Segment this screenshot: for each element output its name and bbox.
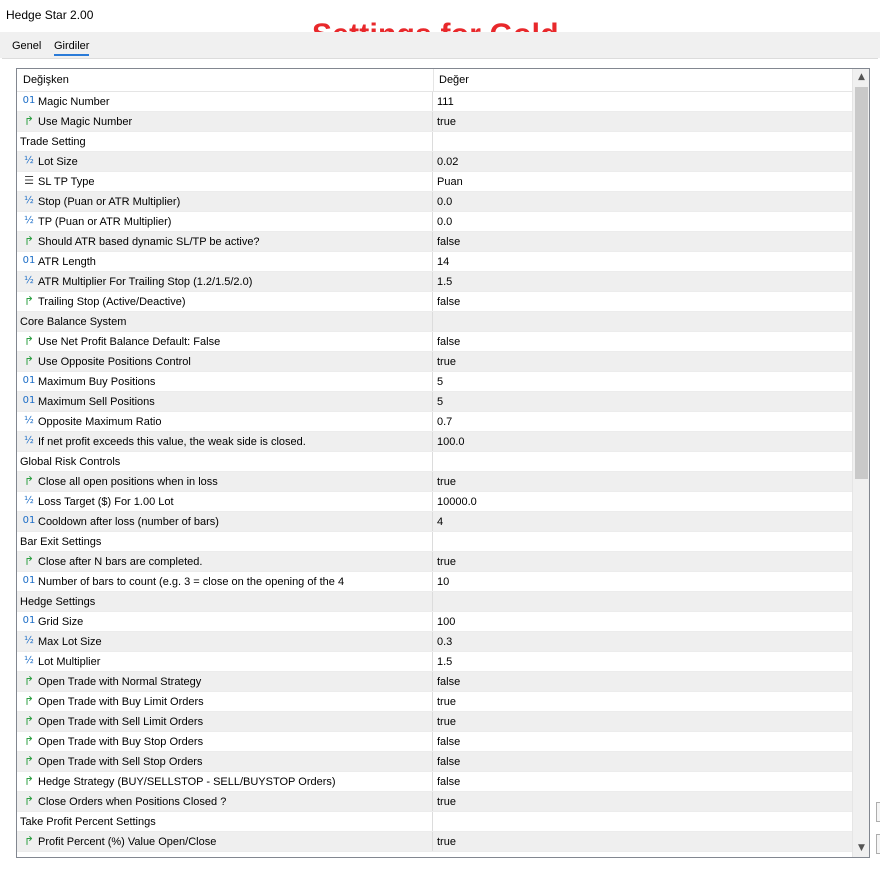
parameter-name: Should ATR based dynamic SL/TP be active? — [38, 236, 260, 248]
name-cell[interactable] — [17, 352, 433, 371]
scroll-up-icon[interactable]: ▲ — [858, 72, 865, 82]
parameter-value[interactable]: false — [437, 336, 461, 348]
parameter-value[interactable]: true — [437, 696, 456, 708]
name-cell[interactable] — [17, 392, 433, 411]
section-row[interactable] — [17, 452, 852, 472]
name-cell[interactable] — [17, 152, 433, 171]
parameter-name: Number of bars to count (e.g. 3 = close on the opening of the 4 — [38, 576, 345, 588]
name-cell[interactable] — [17, 332, 433, 351]
parameter-name: Hedge Strategy (BUY/SELLSTOP - SELL/BUYSTOP Orders) — [38, 776, 336, 788]
parameter-name: Profit Percent (%) Value Open/Close — [38, 836, 217, 848]
parameter-row[interactable] — [17, 232, 852, 252]
parameter-row[interactable] — [17, 572, 852, 592]
name-cell[interactable] — [17, 492, 433, 511]
tab-girdiler[interactable]: Girdiler — [54, 40, 89, 56]
parameter-value[interactable]: true — [437, 836, 456, 848]
grid-header — [17, 69, 852, 92]
parameter-row[interactable] — [17, 472, 852, 492]
bool-icon: ↱ — [23, 734, 35, 748]
parameter-value[interactable]: 10 — [437, 576, 450, 588]
parameter-name: Open Trade with Normal Strategy — [38, 676, 202, 688]
scrollbar-thumb[interactable] — [855, 87, 868, 479]
app-title: Hedge Star 2.00 — [6, 8, 94, 22]
name-cell[interactable] — [17, 272, 433, 291]
double-icon: ½ — [24, 215, 34, 226]
parameter-value[interactable]: 0.02 — [437, 156, 459, 168]
name-cell[interactable] — [17, 812, 433, 831]
double-icon: ½ — [24, 155, 34, 166]
parameter-row[interactable] — [17, 172, 852, 192]
name-cell[interactable] — [17, 132, 433, 151]
name-cell[interactable] — [17, 652, 433, 671]
parameter-name: If net profit exceeds this value, the weak side is closed. — [38, 436, 306, 448]
enum-icon: ☰ — [24, 174, 34, 187]
section-label: Global Risk Controls — [20, 456, 121, 468]
section-label: Core Balance System — [20, 316, 127, 328]
parameter-row[interactable] — [17, 412, 852, 432]
bool-icon: ↱ — [23, 554, 35, 568]
parameter-row[interactable] — [17, 732, 852, 752]
section-row[interactable] — [17, 592, 852, 612]
parameter-value[interactable]: true — [437, 556, 456, 568]
parameter-row[interactable] — [17, 492, 852, 512]
parameter-name: Close after N bars are completed. — [38, 556, 203, 568]
section-row[interactable] — [17, 812, 852, 832]
bool-icon: ↱ — [23, 334, 35, 348]
parameter-name: Use Net Profit Balance Default: False — [38, 336, 221, 348]
parameter-value[interactable]: 5 — [437, 376, 444, 388]
parameter-name: ATR Multiplier For Trailing Stop (1.2/1.5/2.0) — [38, 276, 253, 288]
parameter-row[interactable] — [17, 352, 852, 372]
double-icon: ½ — [24, 415, 34, 426]
bool-icon: ↱ — [23, 114, 35, 128]
name-cell[interactable] — [17, 632, 433, 651]
name-cell[interactable] — [17, 212, 433, 231]
parameter-row[interactable] — [17, 112, 852, 132]
bool-icon: ↱ — [23, 474, 35, 488]
name-cell[interactable] — [17, 92, 433, 111]
parameter-row[interactable] — [17, 632, 852, 652]
parameter-name: Open Trade with Sell Stop Orders — [38, 756, 203, 768]
bool-icon: ↱ — [23, 834, 35, 848]
name-cell[interactable] — [17, 112, 433, 131]
bool-icon: ↱ — [23, 294, 35, 308]
grid-rows — [17, 92, 852, 852]
parameter-row[interactable] — [17, 552, 852, 572]
parameter-row[interactable] — [17, 712, 852, 732]
section-label: Trade Setting — [20, 136, 86, 148]
name-cell[interactable] — [17, 432, 433, 451]
name-cell[interactable] — [17, 592, 433, 611]
parameter-name: TP (Puan or ATR Multiplier) — [38, 216, 172, 228]
double-icon: ½ — [24, 495, 34, 506]
name-cell[interactable] — [17, 372, 433, 391]
bool-icon: ↱ — [23, 714, 35, 728]
double-icon: ½ — [24, 635, 34, 646]
parameter-value[interactable]: 14 — [437, 256, 450, 268]
tab-bar — [0, 32, 880, 58]
parameter-name: Open Trade with Buy Limit Orders — [38, 696, 204, 708]
parameter-value[interactable]: 1.5 — [437, 656, 453, 668]
int-icon: 01 — [22, 515, 36, 526]
int-icon: 01 — [22, 375, 36, 386]
parameter-value[interactable]: 0.3 — [437, 636, 453, 648]
title-bar — [0, 0, 880, 32]
parameter-row[interactable] — [17, 392, 852, 412]
parameter-row[interactable] — [17, 692, 852, 712]
parameter-name: Close Orders when Positions Closed ? — [38, 796, 227, 808]
parameter-row[interactable] — [17, 432, 852, 452]
name-cell[interactable] — [17, 232, 433, 251]
parameter-row[interactable] — [17, 752, 852, 772]
int-icon: 01 — [22, 615, 36, 626]
parameter-name: Loss Target ($) For 1.00 Lot — [38, 496, 174, 508]
section-label: Hedge Settings — [20, 596, 96, 608]
parameter-row[interactable] — [17, 292, 852, 312]
parameter-value[interactable]: false — [437, 296, 461, 308]
parameter-name: SL TP Type — [38, 176, 95, 188]
parameter-row[interactable] — [17, 212, 852, 232]
double-icon: ½ — [24, 655, 34, 666]
parameter-name: Use Magic Number — [38, 116, 133, 128]
parameter-row[interactable] — [17, 772, 852, 792]
name-cell[interactable] — [17, 412, 433, 431]
name-cell[interactable] — [17, 192, 433, 211]
int-icon: 01 — [22, 255, 36, 266]
name-cell[interactable] — [17, 252, 433, 271]
name-cell[interactable] — [17, 732, 433, 751]
name-cell[interactable] — [17, 612, 433, 631]
name-cell[interactable] — [17, 692, 433, 711]
section-label: Take Profit Percent Settings — [20, 816, 156, 828]
bool-icon: ↱ — [23, 694, 35, 708]
parameter-name: Open Trade with Sell Limit Orders — [38, 716, 204, 728]
parameter-row[interactable] — [17, 332, 852, 352]
column-divider[interactable] — [433, 69, 434, 91]
name-cell[interactable] — [17, 532, 433, 551]
double-icon: ½ — [24, 435, 34, 446]
bool-icon: ↱ — [23, 794, 35, 808]
name-cell[interactable] — [17, 832, 433, 851]
parameter-name: ATR Length — [38, 256, 96, 268]
bool-icon: ↱ — [23, 354, 35, 368]
name-cell[interactable] — [17, 792, 433, 811]
parameter-name: Trailing Stop (Active/Deactive) — [38, 296, 186, 308]
parameter-value[interactable]: true — [437, 476, 456, 488]
parameter-value[interactable]: true — [437, 116, 456, 128]
bool-icon: ↱ — [23, 774, 35, 788]
parameter-row[interactable] — [17, 792, 852, 812]
parameter-value[interactable]: 100 — [437, 616, 456, 628]
parameter-name: Cooldown after loss (number of bars) — [38, 516, 219, 528]
parameter-row[interactable] — [17, 612, 852, 632]
parameter-value[interactable]: true — [437, 716, 456, 728]
parameter-name: Grid Size — [38, 616, 84, 628]
edge-button-top[interactable] — [876, 802, 880, 822]
parameter-value[interactable]: 0.0 — [437, 196, 453, 208]
bool-icon: ↱ — [23, 234, 35, 248]
parameter-value[interactable]: 1.5 — [437, 276, 453, 288]
parameter-row[interactable] — [17, 512, 852, 532]
parameter-value[interactable]: false — [437, 756, 461, 768]
column-header-variable[interactable]: Değişken — [23, 74, 69, 86]
parameter-row[interactable] — [17, 832, 852, 852]
parameter-name: Use Opposite Positions Control — [38, 356, 191, 368]
parameter-name: Maximum Sell Positions — [38, 396, 155, 408]
edge-button-bottom[interactable] — [876, 834, 880, 854]
name-cell[interactable] — [17, 672, 433, 691]
parameter-value[interactable]: 111 — [437, 96, 454, 108]
parameter-value[interactable]: 5 — [437, 396, 444, 408]
column-header-value[interactable]: Değer — [439, 74, 469, 86]
vertical-scrollbar[interactable] — [852, 69, 870, 857]
parameter-row[interactable] — [17, 252, 852, 272]
parameter-row[interactable] — [17, 672, 852, 692]
parameter-name: Close all open positions when in loss — [38, 476, 218, 488]
scroll-down-icon[interactable]: ▼ — [858, 843, 865, 853]
parameter-value[interactable]: 0.7 — [437, 416, 453, 428]
name-cell[interactable] — [17, 172, 433, 191]
parameter-value[interactable]: Puan — [437, 176, 463, 188]
section-row[interactable] — [17, 312, 852, 332]
int-icon: 01 — [22, 575, 36, 586]
parameter-value[interactable]: 100.0 — [437, 436, 465, 448]
name-cell[interactable] — [17, 472, 433, 491]
inputs-grid — [16, 68, 870, 858]
double-icon: ½ — [24, 195, 34, 206]
name-cell[interactable] — [17, 292, 433, 311]
section-row[interactable] — [17, 532, 852, 552]
name-cell[interactable] — [17, 572, 433, 591]
parameter-value[interactable]: true — [437, 796, 456, 808]
parameter-value[interactable]: false — [437, 676, 461, 688]
section-label: Bar Exit Settings — [20, 536, 102, 548]
parameter-value[interactable]: false — [437, 776, 461, 788]
parameter-row[interactable] — [17, 652, 852, 672]
parameter-name: Magic Number — [38, 96, 110, 108]
parameter-value[interactable]: 4 — [437, 516, 444, 528]
parameter-row[interactable] — [17, 192, 852, 212]
int-icon: 01 — [22, 95, 36, 106]
parameter-name: Max Lot Size — [38, 636, 102, 648]
parameter-row[interactable] — [17, 372, 852, 392]
name-cell[interactable] — [17, 712, 433, 731]
parameter-name: Opposite Maximum Ratio — [38, 416, 162, 428]
bool-icon: ↱ — [23, 674, 35, 688]
parameter-value[interactable]: 0.0 — [437, 216, 453, 228]
tab-genel[interactable]: Genel — [12, 40, 42, 52]
name-cell[interactable] — [17, 752, 433, 771]
name-cell[interactable] — [17, 452, 433, 471]
parameter-name: Stop (Puan or ATR Multiplier) — [38, 196, 181, 208]
parameter-row[interactable] — [17, 272, 852, 292]
name-cell[interactable] — [17, 512, 433, 531]
section-row[interactable] — [17, 132, 852, 152]
parameter-name: Open Trade with Buy Stop Orders — [38, 736, 204, 748]
parameter-row[interactable] — [17, 152, 852, 172]
parameter-value[interactable]: 10000.0 — [437, 496, 477, 508]
double-icon: ½ — [24, 275, 34, 286]
parameter-name: Lot Multiplier — [38, 656, 101, 668]
parameter-value[interactable]: false — [437, 236, 461, 248]
name-cell[interactable] — [17, 552, 433, 571]
parameter-name: Lot Size — [38, 156, 78, 168]
bool-icon: ↱ — [23, 754, 35, 768]
parameter-row[interactable] — [17, 92, 852, 112]
name-cell[interactable] — [17, 772, 433, 791]
int-icon: 01 — [22, 395, 36, 406]
name-cell[interactable] — [17, 312, 433, 331]
parameter-name: Maximum Buy Positions — [38, 376, 156, 388]
parameter-value[interactable]: true — [437, 356, 456, 368]
parameter-value[interactable]: false — [437, 736, 461, 748]
